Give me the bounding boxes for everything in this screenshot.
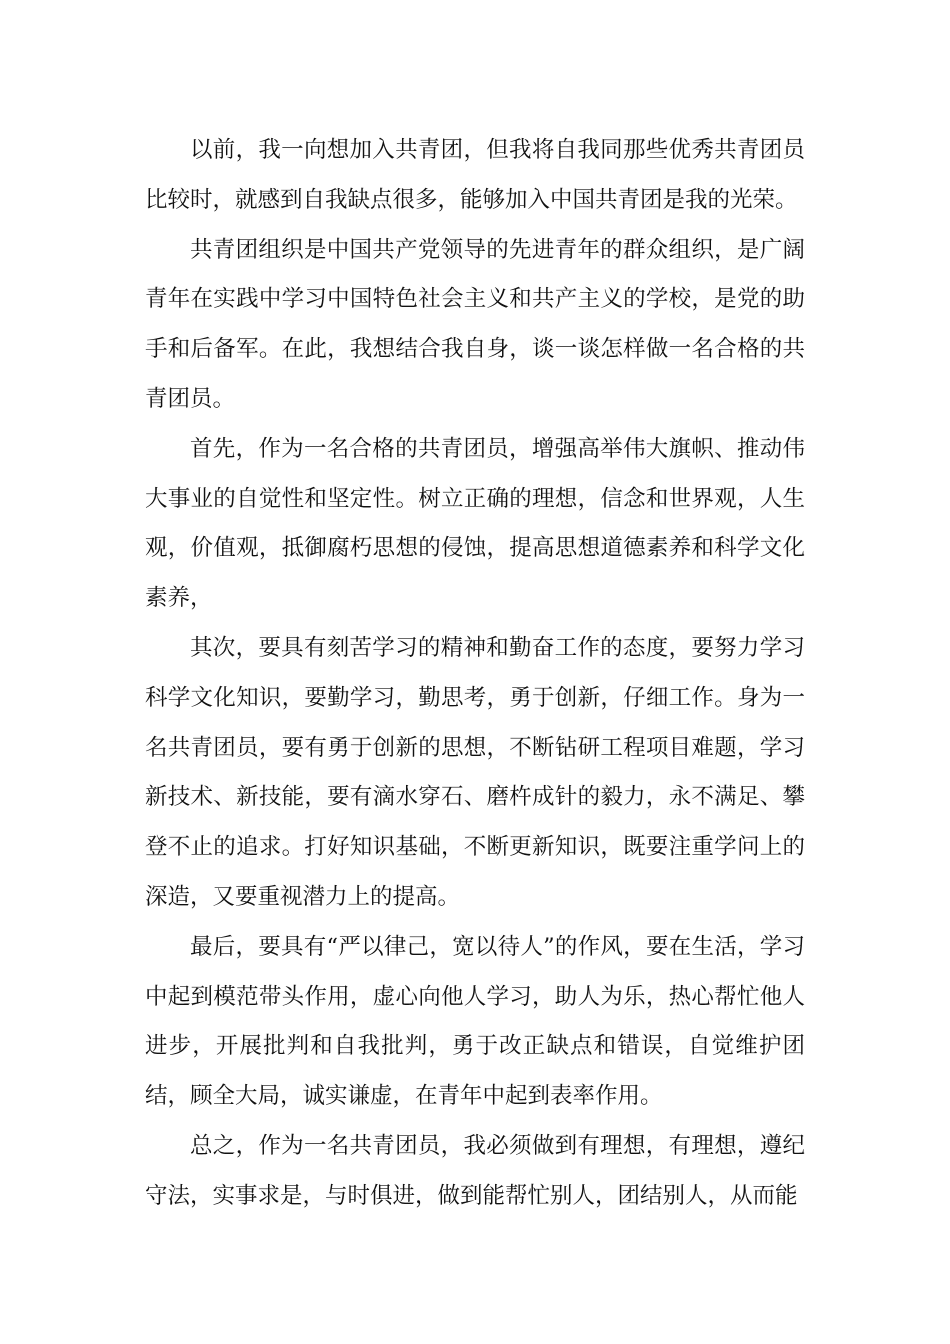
paragraph-1: 以前，我一向想加入共青团，但我将自我同那些优秀共青团员比较时，就感到自我缺点很多，能够加入中国共青团是我的光荣。 (145, 137, 805, 213)
paragraph-5: 最后，要具有“严以律己，宽以待人”的作风，要在生活，学习中起到模范带头作用，虚心向他人学习，助人为乐，热心帮忙他人进步，开展批判和自我批判，勇于改正缺点和错误，自觉维护团结，顾全大局，诚实谦虚，在青年中起到表率作用。 (145, 933, 805, 1110)
paragraph-2: 共青团组织是中国共产党领导的先进青年的群众组织，是广阔青年在实践中学习中国特色社会主义和共产主义的学校，是党的助手和后备军。在此，我想结合我自身，谈一谈怎样做一名合格的共青团员。 (145, 236, 805, 412)
paragraph-3: 首先，作为一名合格的共青团员，增强高举伟大旗帜、推动伟大事业的自觉性和坚定性。树立正确的理想，信念和世界观，人生观，价值观，抵御腐朽思想的侵蚀，提高思想道德素养和科学文化素养， (145, 435, 805, 612)
document-body (145, 126, 805, 1222)
paragraph-4: 其次，要具有刻苦学习的精神和勤奋工作的态度，要努力学习科学文化知识，要勤学习，勤思考，勇于创新，仔细工作。身为一名共青团员，要有勇于创新的思想，不断钻研工程项目难题，学习新技术、新技能，要有滴水穿石、磨杵成针的毅力，永不满足、攀登不止的追求。打好知识基础，不断更新知识，既要注重学问上的深造，又要重视潜力上的提高。 (145, 634, 805, 910)
paragraph-6: 总之，作为一名共青团员，我必须做到有理想，有理想，遵纪守法，实事求是，与时俱进，做到能帮忙别人，团结别人，从而能 (145, 1132, 805, 1209)
